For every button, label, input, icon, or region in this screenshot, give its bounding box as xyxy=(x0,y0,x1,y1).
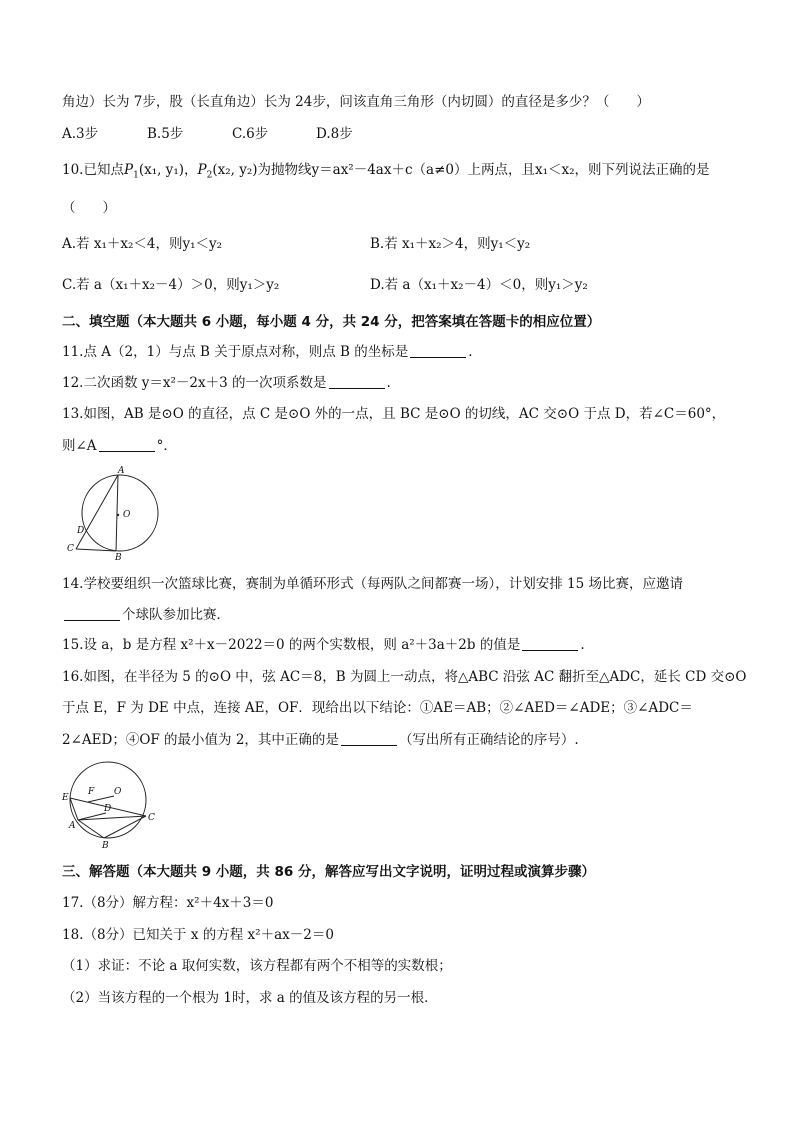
q12-answer-blank[interactable] xyxy=(329,374,385,389)
q13-answer-blank[interactable] xyxy=(99,437,155,452)
q17: 17.（8分）解方程：x²＋4x＋3＝0 xyxy=(62,895,274,911)
q10-paren: （ ） xyxy=(62,200,116,216)
q12-text: 12.二次函数 y＝x²－2x＋3 的一次项系数是 xyxy=(62,375,327,391)
q13-circle xyxy=(82,475,158,551)
q18-part1: （1）求证：不论 a 取何实数，该方程都有两个不相等的实数根； xyxy=(62,958,452,974)
q11-answer-blank[interactable] xyxy=(410,343,466,358)
q13-label-a: A xyxy=(118,466,125,476)
section2-title: 二、填空题（本大题共 6 小题，每小题 4 分，共 24 分，把答案填在答题卡的相应位置） xyxy=(62,314,601,330)
q13-line1: 13.如图，AB 是⊙O 的直径，点 C 是⊙O 外的一点，且 BC 是⊙O 的切线，AC 交⊙O 于点 D，若∠C＝60°， xyxy=(62,406,726,422)
q13-figure xyxy=(62,464,162,560)
q9-option-b: B.5步 xyxy=(147,126,184,142)
q14-line1: 14.学校要组织一次篮球比赛，赛制为单循环形式（每两队之间都赛一场），计划安排 15 场比赛，应邀请 xyxy=(62,576,683,592)
q16-label-a: A xyxy=(69,821,76,831)
q15-end: . xyxy=(580,637,585,653)
q10-p1-coords: (x₁, y₁) xyxy=(138,162,184,178)
q10-p1: P xyxy=(123,162,134,178)
q13-center-dot xyxy=(117,514,119,516)
q11-text: 11.点 A（2，1）与点 B 关于原点对称，则点 B 的坐标是 xyxy=(62,344,409,360)
q16-text: 2∠AED；④OF 的最小值为 2，其中正确的是 xyxy=(62,732,339,748)
q10-cond: x₁＜x₂ xyxy=(534,162,575,178)
q10-end: ，则下列说法正确的是 xyxy=(574,162,710,178)
q16-label-b: B xyxy=(102,841,109,850)
q16-line2: 于点 E，F 为 DE 中点，连接 AE，OF．现给出以下结论：①AE＝AB；②∠AED＝∠ADE；③∠ADC＝ xyxy=(62,700,693,716)
q13-label-o: O xyxy=(123,510,131,520)
q16-line1: 16.如图，在半径为 5 的⊙O 中，弦 AC＝8，B 为圆上一动点，将△ABC 沿弦 AC 翻折至△ADC，延长 CD 交⊙O xyxy=(62,669,747,685)
q13-label-b: B xyxy=(115,553,122,560)
q13-line2 xyxy=(62,436,177,456)
q16-chord-ac xyxy=(78,816,146,820)
q16-label-f: F xyxy=(88,787,95,797)
q18-stem: 18.（8分）已知关于 x 的方程 x²＋ax－2＝0 xyxy=(62,927,334,943)
q15-text: 15.设 a，b 是方程 x²＋x－2022＝0 的两个实数根，则 a²＋3a＋2b 的值是 xyxy=(62,637,521,653)
q11-end: . xyxy=(468,344,473,360)
q15-answer-blank[interactable] xyxy=(522,636,578,651)
q10-prefix: 10.已知点 xyxy=(62,162,124,178)
q13-diameter-ab xyxy=(116,475,118,551)
q16-line3 xyxy=(62,730,579,750)
q13-label-d: D xyxy=(77,526,85,536)
q15 xyxy=(62,635,585,655)
q13-label-c: C xyxy=(67,544,74,554)
q16-label-e: E xyxy=(62,793,69,803)
q11 xyxy=(62,342,473,362)
q13-text: 则∠A xyxy=(62,438,97,454)
q9-option-d: D.8步 xyxy=(316,126,353,142)
q16-label-c: C xyxy=(148,813,155,823)
q14-line2 xyxy=(62,605,230,625)
q16-answer-blank[interactable] xyxy=(341,731,397,746)
q16-end: （写出所有正确结论的序号）. xyxy=(398,732,579,748)
q16-line-ab xyxy=(78,820,104,838)
q14-answer-blank[interactable] xyxy=(64,606,120,621)
q10-option-a: A.若 x₁＋x₂＜4，则y₁＜y₂ xyxy=(62,236,223,252)
q10-p2: P xyxy=(197,162,207,178)
q10-option-d: D.若 a（x₁＋x₂－4）＜0，则y₁＞y₂ xyxy=(370,277,588,293)
q12 xyxy=(62,373,391,393)
q10-stem: 10.已知点$P_1(x_1$, y₁)，$P_2(x_2$, y₂)为抛物线y＝ax²－4ax＋c（a≠0）上两点，且x₁＜x₂，则下列说法正确的是 xyxy=(62,162,710,181)
q12-end: . xyxy=(386,375,391,391)
q10-option-c: C.若 a（x₁＋x₂－4）＞0，则y₁＞y₂ xyxy=(62,277,280,293)
q14-text: 个球队参加比赛． xyxy=(122,607,230,623)
q16-label-o: O xyxy=(114,787,122,797)
q16-figure xyxy=(60,758,160,850)
section3-title: 三、解答题（本大题共 9 小题，共 86 分，解答应写出文字说明，证明过程或演算步骤） xyxy=(62,864,595,880)
q10-mid: 为抛物线 xyxy=(257,162,312,178)
q16-circle xyxy=(70,762,146,838)
q9-text: 角边）长为 7步，股（长直角边）长为 24步，问该直角三角形（内切圆）的直径是多少？（ ） xyxy=(62,94,650,110)
q13-end: °． xyxy=(156,438,177,454)
q16-line-bc xyxy=(104,816,146,838)
q10-p2-coords: (x₂, y₂) xyxy=(212,162,258,178)
q9-option-a: A.3步 xyxy=(62,126,99,142)
q18-part2: （2）当该方程的一个根为 1时，求 a 的值及该方程的另一根． xyxy=(62,990,438,1006)
q9-option-c: C.6步 xyxy=(232,126,269,142)
q10-suffix: 上两点，且 xyxy=(467,162,535,178)
q10-option-b: B.若 x₁＋x₂＞4，则y₁＜y₂ xyxy=(370,236,531,252)
q16-label-d: D xyxy=(104,804,112,814)
q10-parabola: y＝ax²－4ax＋c（a≠0） xyxy=(311,162,468,178)
